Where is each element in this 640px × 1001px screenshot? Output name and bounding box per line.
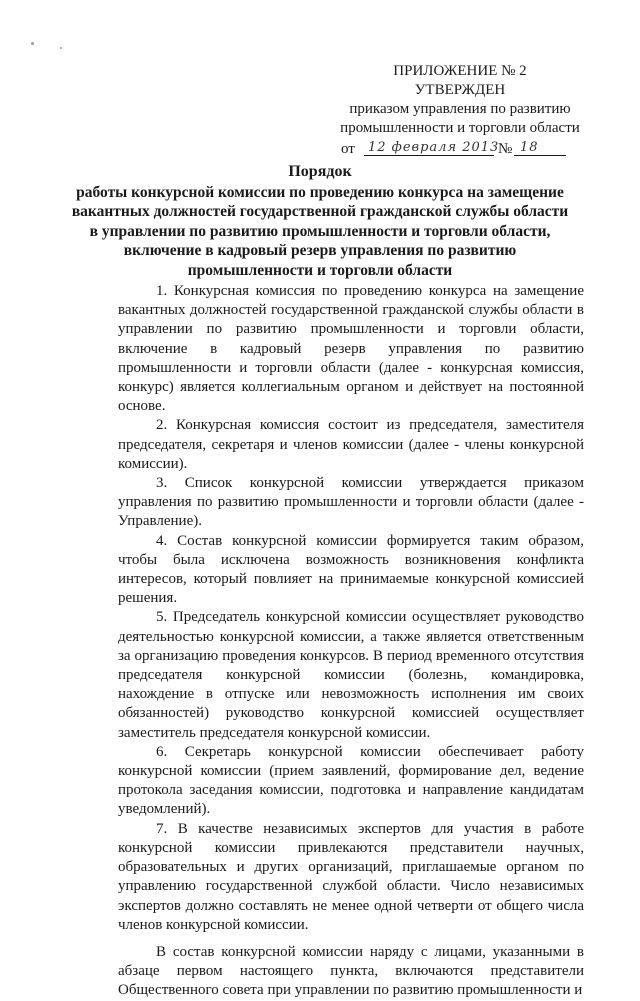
handwritten-number: 18	[520, 140, 539, 155]
approved-label: УТВЕРЖДЕН	[414, 82, 506, 98]
paragraph: В состав конкурсной комиссии наряду с лицами, указанными в абзаце первом настоящего пункта, включаются представители Общественного совета при управлении по развитию промышленности и	[118, 943, 584, 999]
paragraph: 6. Секретарь конкурсной комиссии обеспечивает работу конкурсной комиссии (прием заявлений, формирование дел, ведение протокола заседания комиссии, подготовка и направление кандидатам уведомлений).	[118, 743, 584, 818]
paragraph: 4. Состав конкурсной комиссии формируется таким образом, чтобы была исключена возможность возникновения конфликта интересов, который повлияет на принимаемые конкурсной комиссией решения.	[118, 532, 584, 607]
title-line: вакантных должностей государственной гражданской службы области	[71, 203, 569, 220]
handwritten-date: 12 февраля 2013	[368, 140, 500, 155]
number-prefix: №	[498, 141, 513, 157]
document-body	[118, 282, 584, 1001]
paragraph: 3. Список конкурсной комиссии утверждается приказом управления по развитию промышленности и торговли области (далее - Управление).	[118, 475, 584, 530]
title-line: включение в кадровый резерв управления по развитию	[123, 242, 517, 259]
appendix-label: ПРИЛОЖЕНИЕ № 2	[393, 63, 527, 79]
title-line: работы конкурсной комиссии по проведению конкурса на замещение	[76, 183, 564, 201]
approval-stamp-block	[320, 62, 600, 160]
paragraph: 7. В качестве независимых экспертов для участия в работе конкурсной комиссии привлекаются представители научных, образовательных и других организаций, приглашаемые органом по управлению государственной службой области. Число независимых экспертов должно составлять не менее одной четверти от общего числа членов конкурсной комиссии.	[118, 820, 584, 933]
scan-speck	[31, 42, 34, 45]
document-title	[60, 162, 580, 280]
order-line-2: промышленности и торговли области	[340, 120, 580, 136]
date-number-row	[320, 138, 600, 160]
scan-speck	[60, 47, 62, 49]
title-heading: Порядок	[288, 163, 352, 180]
date-prefix: от	[341, 141, 355, 157]
order-line-1: приказом управления по развитию	[349, 101, 571, 117]
paragraph: 5. Председатель конкурсной комиссии осуществляет руководство деятельностью конкурсной комиссии, а также является ответственным за организацию проведения конкурсов. В период временного отсутствия председателя конкурсной комиссии (болезнь, командировка, нахождение в отпуске или невозможность исполнения им своих обязанностей) руководство конкурсной комиссией осуществляет заместитель председателя конкурсной комиссии.	[118, 609, 584, 741]
paragraph: 2. Конкурсная комиссия состоит из председателя, заместителя председателя, секретаря и членов комиссии (далее - члены конкурсной комиссии).	[118, 417, 584, 472]
paragraph: 1. Конкурсная комиссия по проведению конкурса на замещение вакантных должностей государственной гражданской службы области в управлении по развитию промышленности и торговли области, включение в кадровый резерв управления по развитию промышленности и торговли области (далее - конкурсная комиссия, конкурс) является коллегиальным органом и действует на постоянной основе.	[118, 283, 584, 415]
title-line: промышленности и торговли области	[187, 261, 453, 279]
title-line: в управлении по развитию промышленности и торговли области,	[89, 222, 551, 240]
